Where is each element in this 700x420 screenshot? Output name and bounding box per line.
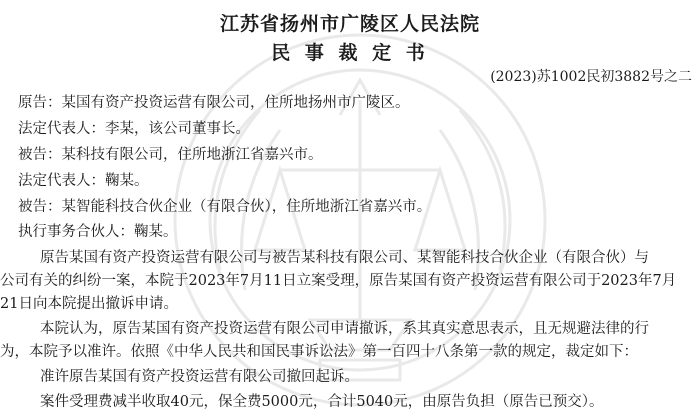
fee-line: 案件受理费减半收取40元，保全费5000元，合计5040元，由原告负担（原告已预交）。	[40, 394, 604, 410]
case-number: (2023)苏1002民初3882号之二	[490, 69, 692, 85]
party-defendant-1-representative: 法定代表人：鞠某。	[18, 173, 149, 189]
court-name: 江苏省扬州市广陵区人民法院	[219, 13, 480, 35]
party-defendant-1: 被告：某科技有限公司，住所地浙江省嘉兴市。	[18, 147, 323, 163]
document-type-title: 民 事 裁 定 书	[271, 42, 429, 64]
body-paragraph-line: 本院认为，原告某国有资产投资运营有限公司申请撤诉，系其真实意思表示，且无规避法律的行	[40, 321, 649, 337]
party-plaintiff-representative: 法定代表人：李某，该公司董事长。	[18, 121, 250, 137]
body-paragraph-line: 原告某国有资产投资运营有限公司与被告某科技有限公司、某智能科技合伙企业（有限合伙）与	[40, 250, 649, 266]
body-paragraph-line: 21日向本院提出撤诉申请。	[0, 296, 178, 312]
body-paragraph-line: 为，本院予以准许。依照《中华人民共和国民事诉讼法》第一百四十八条第一款的规定，裁定如下：	[0, 344, 638, 360]
ruling-line: 准许原告某国有资产投资运营有限公司撤回起诉。	[40, 369, 359, 385]
party-defendant-2-partner: 执行事务合伙人：鞠某。	[18, 224, 178, 240]
party-plaintiff: 原告：某国有资产投资运营有限公司，住所地扬州市广陵区。	[18, 95, 410, 111]
body-paragraph-line: 公司有关的纠纷一案，本院于2023年7月11日立案受理，原告某国有资产投资运营有限公司于2023年7月	[0, 273, 677, 289]
party-defendant-2: 被告：某智能科技合伙企业（有限合伙），住所地浙江省嘉兴市。	[18, 199, 432, 215]
